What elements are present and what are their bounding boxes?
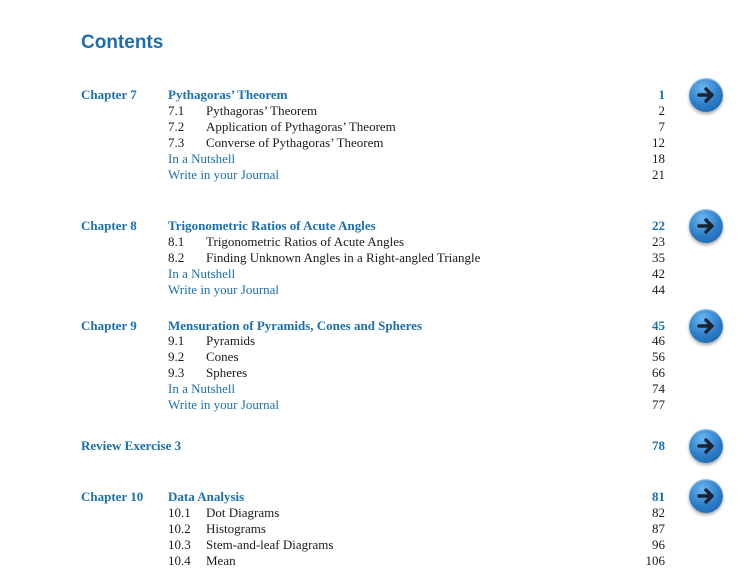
page-number: 81 (652, 489, 665, 504)
section-title: Application of Pythagoras’ Theorem (206, 119, 396, 134)
section-title: Mean (206, 553, 236, 568)
page-number: 45 (652, 318, 665, 333)
page-number: 96 (652, 537, 665, 552)
section-number: 8.2 (168, 250, 185, 265)
section-number: 9.1 (168, 333, 185, 348)
extra-title: Write in your Journal (168, 397, 280, 412)
section-entry[interactable] (0, 250, 750, 266)
page-number: 66 (652, 365, 665, 380)
section-title: Histograms (206, 521, 266, 536)
extra-title: In a Nutshell (168, 151, 236, 166)
arrow-right-icon (696, 216, 716, 236)
arrow-right-icon (696, 85, 716, 105)
extra-title: In a Nutshell (168, 266, 236, 281)
section-number: 10.2 (168, 521, 191, 536)
section-title: Stem-and-leaf Diagrams (206, 537, 334, 552)
page-number: 12 (652, 135, 665, 150)
section-entry[interactable] (0, 349, 750, 365)
chapter-label: Chapter 9 (81, 318, 137, 333)
page-number: 22 (652, 218, 665, 233)
chapter-heading-7[interactable] (0, 87, 750, 103)
section-number: 10.3 (168, 537, 191, 552)
section-number: 9.2 (168, 349, 185, 364)
section-title: Pythagoras’ Theorem (206, 103, 318, 118)
extra-entry[interactable] (0, 167, 750, 183)
section-entry[interactable] (0, 333, 750, 349)
extra-title: In a Nutshell (168, 381, 236, 396)
page-number: 56 (652, 349, 665, 364)
page-number: 46 (652, 333, 665, 348)
section-number: 7.2 (168, 119, 185, 134)
page-number: 77 (652, 397, 665, 412)
section-title: Dot Diagrams (206, 505, 280, 520)
section-title: Pyramids (206, 333, 256, 348)
section-title: Cones (206, 349, 239, 364)
section-number: 7.3 (168, 135, 185, 150)
section-entry[interactable] (0, 103, 750, 119)
page-number: 44 (652, 282, 665, 297)
section-entry[interactable] (0, 119, 750, 135)
page-number: 42 (652, 266, 665, 281)
chapter-title: Data Analysis (168, 489, 245, 504)
chapter-heading-9[interactable] (0, 318, 750, 334)
chapter-heading-10[interactable] (0, 489, 750, 505)
arrow-right-icon (696, 486, 716, 506)
section-number: 8.1 (168, 234, 185, 249)
section-entry[interactable] (0, 521, 750, 537)
section-entry[interactable] (0, 553, 750, 569)
review-title: Review Exercise 3 (81, 438, 182, 453)
arrow-right-icon (696, 436, 716, 456)
page-number: 23 (652, 234, 665, 249)
page-number: 74 (652, 381, 665, 396)
page-number: 78 (652, 438, 665, 453)
go-review-button[interactable] (689, 429, 723, 463)
section-title: Trigonometric Ratios of Acute Angles (206, 234, 405, 249)
chapter-title: Mensuration of Pyramids, Cones and Spheres (168, 318, 423, 333)
page-title: Contents (81, 32, 164, 53)
section-entry[interactable] (0, 234, 750, 250)
section-title: Finding Unknown Angles in a Right-angled Triangle (206, 250, 481, 265)
section-number: 9.3 (168, 365, 185, 380)
chapter-heading-8[interactable] (0, 218, 750, 234)
review-exercise-heading[interactable] (0, 438, 750, 454)
chapter-title: Trigonometric Ratios of Acute Angles (168, 218, 376, 233)
page-number: 1 (658, 87, 665, 102)
page-number: 82 (652, 505, 665, 520)
page-number: 21 (652, 167, 665, 182)
chapter-label: Chapter 8 (81, 218, 137, 233)
page-number: 35 (652, 250, 665, 265)
page-number: 106 (645, 553, 665, 568)
section-entry[interactable] (0, 365, 750, 381)
extra-entry[interactable] (0, 381, 750, 397)
extra-title: Write in your Journal (168, 282, 280, 297)
section-entry[interactable] (0, 505, 750, 521)
extra-entry[interactable] (0, 282, 750, 298)
section-title: Spheres (206, 365, 248, 380)
section-number: 7.1 (168, 103, 185, 118)
section-number: 10.4 (168, 553, 191, 568)
section-title: Converse of Pythagoras’ Theorem (206, 135, 384, 150)
section-entry[interactable] (0, 135, 750, 151)
chapter-title: Pythagoras’ Theorem (168, 87, 288, 102)
extra-title: Write in your Journal (168, 167, 280, 182)
page-number: 7 (658, 119, 665, 134)
section-number: 10.1 (168, 505, 191, 520)
page-number: 87 (652, 521, 665, 536)
page-number: 2 (658, 103, 665, 118)
page-number: 18 (652, 151, 665, 166)
section-entry[interactable] (0, 537, 750, 553)
chapter-label: Chapter 10 (81, 489, 144, 504)
extra-entry[interactable] (0, 266, 750, 282)
chapter-label: Chapter 7 (81, 87, 137, 102)
extra-entry[interactable] (0, 397, 750, 413)
extra-entry[interactable] (0, 151, 750, 167)
